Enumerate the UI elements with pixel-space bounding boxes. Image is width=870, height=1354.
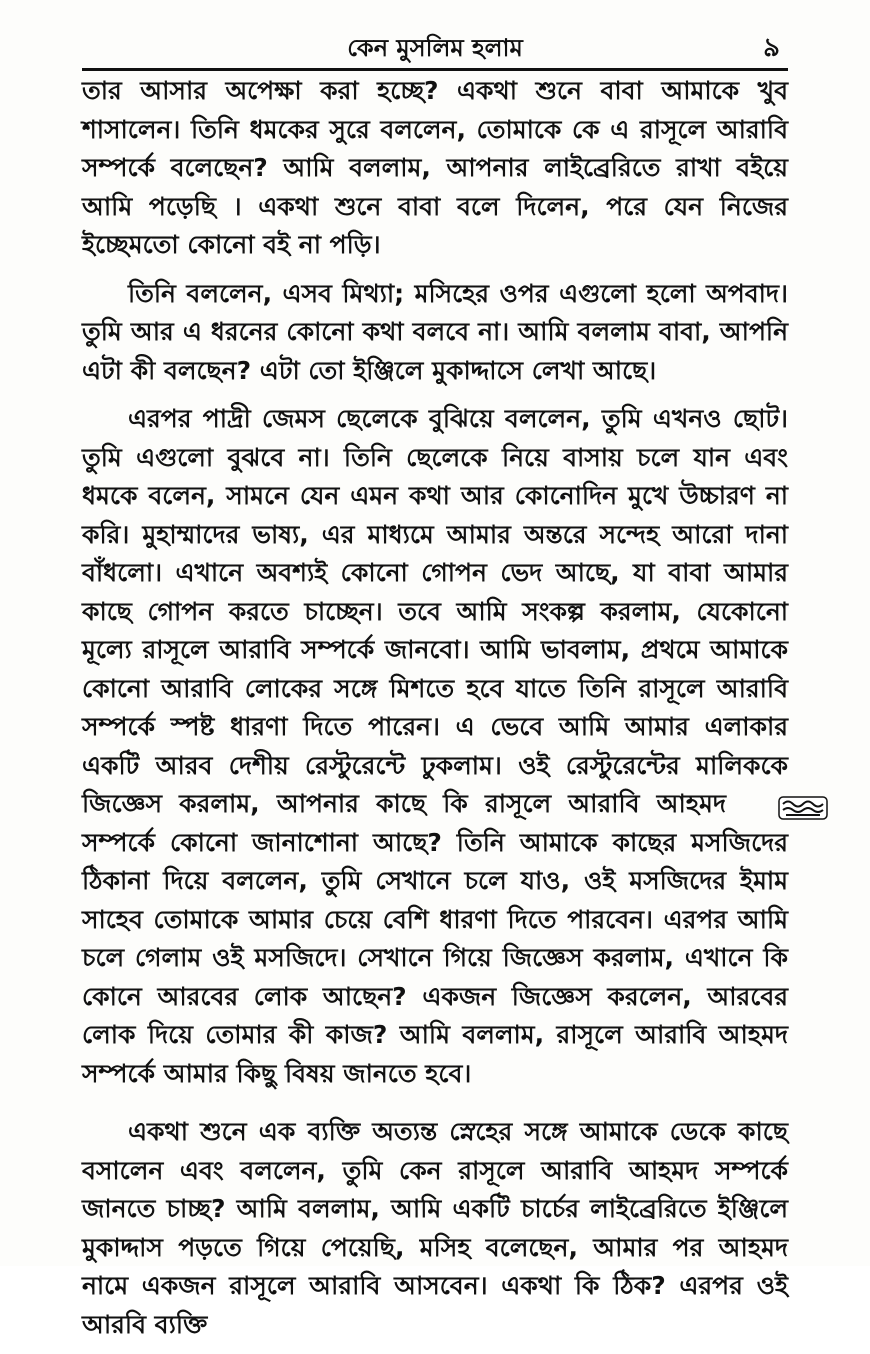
running-title: কেন মুসলিম হলাম [347, 34, 523, 62]
paragraph-3-text: এরপর পাদ্রী জেমস ছেলেকে বুঝিয়ে বললেন, তুমি এখনও ছোট। তুমি এগুলো বুঝবে না। তিনি ছেলেকে নিয়ে বাসায় চলে যান এবং ধমকে বলেন, সামনে যেন এমন কথা আর কোনোদিন মুখে উচ্চারণ না করি। মুহাম্মাদের ভাষ্য, এর মাধ্যমে আমার অন্তরে সন্দেহ আরো দানা বাঁধলো। এখানে অবশ্যই কোনো গোপন ভেদ আছে, যা বাবা আমার কাছে গোপন করতে চাচ্ছেন। তবে আমি সংকল্প করলাম, যেকোনো মূল্যে রাসূলে আরাবি সম্পর্কে জানবো। আমি ভাবলাম, প্রথমে আমাকে কোনো আরাবি লোকের সঙ্গে মিশতে হবে যাতে তিনি রাসূলে আরাবি সম্পর্কে স্পষ্ট ধারণা দিতে পারেন। এ ভেবে আমি আমার এলাকার একটি আরব দেশীয় রেস্টুরেন্টে ঢুকলাম। ওই রেস্টুরেন্টের মালিককে জিজ্ঞেস করলাম, আপনার কাছে কি রাসূলে আরাবি আহমদ [82, 404, 788, 818]
paragraph-3 [82, 400, 788, 1093]
page-number: ৯ [763, 33, 780, 63]
paragraph-2: তিনি বললেন, এসব মিথ্যা; মসিহের ওপর এগুলো হলো অপবাদ। তুমি আর এ ধরনের কোনো কথা বলবে না। আমি বললাম বাবা, আপনি এটা কী বলছেন? এটা তো ইঞ্জিলে মুকাদ্দাসে লেখা আছে। [82, 278, 788, 385]
header-divider [82, 68, 788, 71]
body-text [82, 72, 788, 1354]
paragraph-1: তার আসার অপেক্ষা করা হচ্ছে? একথা শুনে বাবা আমাকে খুব শাসালেন। তিনি ধমকের সুরে বললেন, তোমাকে কে এ রাসূলে আরাবি সম্পর্কে বলেছেন? আমি বললাম, আপনার লাইব্রেরিতে রাখা বইয়ে আমি পড়েছি । একথা শুনে বাবা বলে দিলেন, পরে যেন নিজের ইচ্ছেমতো কোনো বই না পড়ি। [82, 76, 788, 259]
page-header [82, 30, 788, 70]
salawat-calligraphy-icon [732, 793, 782, 817]
paragraph-3-continuation: সম্পর্কে কোনো জানাশোনা আছে? তিনি আমাকে কাছের মসজিদের ঠিকানা দিয়ে বললেন, তুমি সেখানে চলে যাও, ওই মসজিদের ইমাম সাহেব তোমাকে আমার চেয়ে বেশি ধারণা দিতে পারবেন। এরপর আমি চলে গেলাম ওই মসজিদে। সেখানে গিয়ে জিজ্ঞেস করলাম, এখানে কি কোনে আরবের লোক আছেন? একজন জিজ্ঞেস করলেন, আরবের লোক দিয়ে তোমার কী কাজ? আমি বললাম, রাসূলে আরাবি আহমদ সম্পর্কে আমার কিছু বিষয় জানতে হবে। [82, 827, 788, 1088]
paragraph-4: একথা শুনে এক ব্যক্তি অত্যন্ত স্নেহের সঙ্গে আমাকে ডেকে কাছে বসালেন এবং বললেন, তুমি কেন রাসূলে আরাবি আহমদ সম্পর্কে জানতে চাচ্ছ? আমি বললাম, আমি একটি চার্চের লাইব্রেরিতে ইঞ্জিলে মুকাদ্দাস পড়তে গিয়ে পেয়েছি, মসিহ বলেছেন, আমার পর আহমদ নামে একজন রাসূলে আরাবি আসবেন। একথা কি ঠিক? এরপর ওই আরবি ব্যক্তি [82, 1117, 788, 1339]
